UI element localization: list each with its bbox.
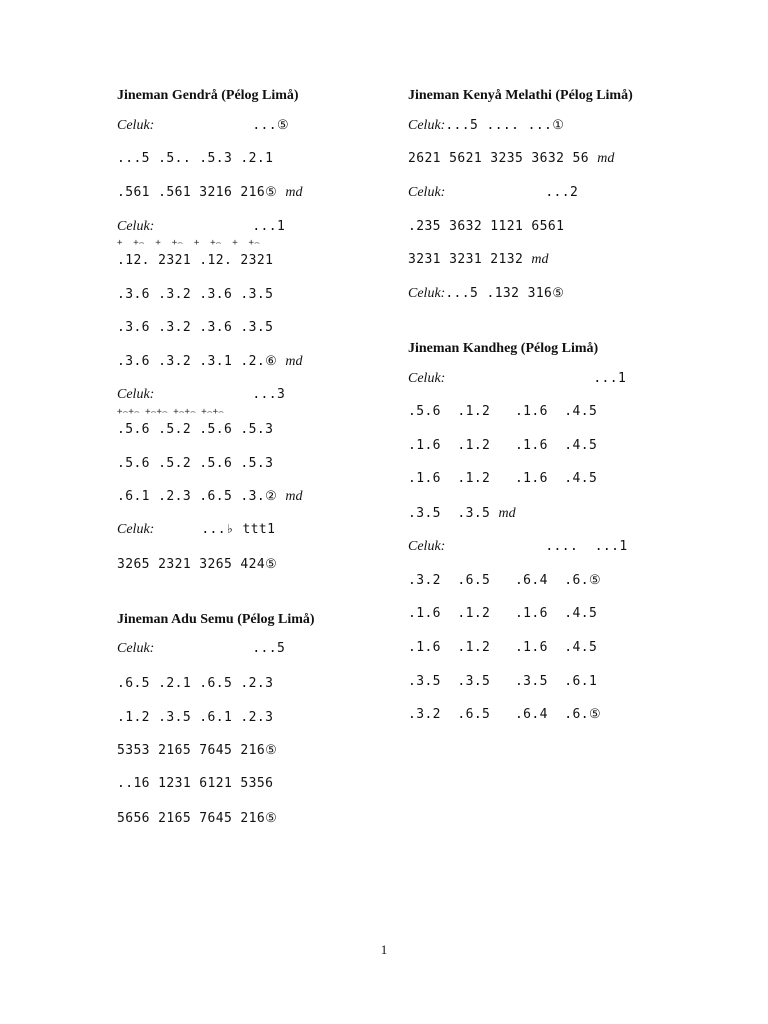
notation-text: .3.5 .3.5 — [408, 506, 491, 521]
notation-row: 3265 2321 3265 424⑤ — [117, 557, 278, 572]
celuk-sep: : — [440, 118, 446, 133]
md-marker: md — [597, 151, 615, 166]
celuk-sep: : — [440, 539, 446, 554]
md-marker: md — [498, 506, 516, 521]
notation-row — [408, 150, 614, 168]
celuk-line — [117, 640, 285, 658]
notation-text: .561 .561 3216 216⑤ — [117, 185, 278, 200]
celuk-line — [117, 521, 275, 539]
celuk-notes: ...⑤ — [252, 118, 290, 133]
notation-row: ..16 1231 6121 5356 — [117, 776, 274, 791]
celuk-sep: : — [440, 185, 446, 200]
notation-row: 5353 2165 7645 216⑤ — [117, 743, 278, 758]
celuk-label: Celuk — [408, 185, 441, 200]
notation-row: .3.2 .6.5 .6.4 .6.⑤ — [408, 707, 602, 722]
celuk-line — [408, 285, 564, 303]
notation-text: .6.1 .2.3 .6.5 .3.② — [117, 489, 278, 504]
notation-row: .5.6 .1.2 .1.6 .4.5 — [408, 404, 598, 419]
page-number: 1 — [380, 942, 388, 957]
notation-row: ...5 .5.. .5.3 .2.1 — [117, 151, 274, 166]
notation-text: 3231 3231 2132 — [408, 252, 524, 267]
celuk-notes: ...1 — [252, 219, 286, 234]
celuk-line — [117, 386, 285, 404]
celuk-sep: : — [440, 371, 446, 386]
celuk-label: Celuk — [408, 286, 441, 301]
celuk-notes: ...5 .... ...① — [445, 118, 565, 133]
celuk-notes: ...3 — [252, 387, 286, 402]
celuk-label: Celuk — [408, 371, 441, 386]
celuk-line — [408, 370, 626, 388]
celuk-label: Celuk — [117, 219, 150, 234]
celuk-line — [408, 117, 564, 135]
notation-row: .3.6 .3.2 .3.6 .3.5 — [117, 287, 274, 302]
section-title-kenya-melathi: Jineman Kenyå Melathi (Pélog Limå) — [408, 88, 633, 103]
notation-row: .1.2 .3.5 .6.1 .2.3 — [117, 710, 274, 725]
section-title-kandheg: Jineman Kandheg (Pélog Limå) — [408, 341, 599, 356]
celuk-line — [117, 117, 289, 135]
section-title-gendra: Jineman Gendrå (Pélog Limå) — [117, 88, 299, 103]
notation-row — [408, 505, 516, 523]
celuk-sep: : — [149, 641, 155, 656]
notation-row: .1.6 .1.2 .1.6 .4.5 — [408, 640, 598, 655]
celuk-line — [117, 218, 285, 236]
md-marker: md — [285, 354, 303, 369]
celuk-notes: ...5 — [252, 641, 286, 656]
celuk-notes: ...5 .132 316⑤ — [445, 286, 565, 301]
notation-row: .6.5 .2.1 .6.5 .2.3 — [117, 676, 274, 691]
md-marker: md — [531, 252, 549, 267]
notation-row: .12. 2321 .12. 2321 — [117, 253, 274, 268]
celuk-sep: : — [440, 286, 446, 301]
notation-text: .3.6 .3.2 .3.1 .2.⑥ — [117, 354, 278, 369]
notation-row — [117, 353, 303, 371]
celuk-notes: ...♭ ttt1 — [201, 522, 276, 537]
celuk-line — [408, 184, 578, 202]
ornament-marks: +⌢+⌢ +⌢+⌢ +⌢+⌢ +⌢+⌢ — [117, 407, 224, 417]
section-title-adu-semu: Jineman Adu Semu (Pélog Limå) — [117, 612, 315, 627]
celuk-sep: : — [149, 387, 155, 402]
celuk-label: Celuk — [408, 118, 441, 133]
ornament-marks: + +⌢ + +⌢ + +⌢ + +⌢ — [117, 238, 260, 248]
notation-text: 2621 5621 3235 3632 56 — [408, 151, 589, 166]
celuk-label: Celuk — [117, 522, 150, 537]
celuk-label: Celuk — [117, 387, 150, 402]
notation-row — [408, 251, 549, 269]
notation-row: 5656 2165 7645 216⑤ — [117, 811, 278, 826]
notation-row — [117, 488, 303, 506]
celuk-notes: ...1 — [593, 371, 627, 386]
celuk-sep: : — [149, 118, 155, 133]
celuk-sep: : — [149, 522, 155, 537]
celuk-label: Celuk — [408, 539, 441, 554]
notation-row: .5.6 .5.2 .5.6 .5.3 — [117, 456, 274, 471]
celuk-notes: .... ...1 — [545, 539, 628, 554]
notation-row: .5.6 .5.2 .5.6 .5.3 — [117, 422, 274, 437]
notation-row: .235 3632 1121 6561 — [408, 219, 565, 234]
md-marker: md — [285, 489, 303, 504]
notation-row: .3.2 .6.5 .6.4 .6.⑤ — [408, 573, 602, 588]
notation-row: .1.6 .1.2 .1.6 .4.5 — [408, 606, 598, 621]
notation-row: .1.6 .1.2 .1.6 .4.5 — [408, 471, 598, 486]
notation-row — [117, 184, 303, 202]
celuk-line — [408, 538, 628, 556]
celuk-sep: : — [149, 219, 155, 234]
notation-row: .3.6 .3.2 .3.6 .3.5 — [117, 320, 274, 335]
notation-row: .3.5 .3.5 .3.5 .6.1 — [408, 674, 598, 689]
celuk-label: Celuk — [117, 641, 150, 656]
celuk-notes: ...2 — [545, 185, 579, 200]
md-marker: md — [285, 185, 303, 200]
celuk-label: Celuk — [117, 118, 150, 133]
notation-row: .1.6 .1.2 .1.6 .4.5 — [408, 438, 598, 453]
